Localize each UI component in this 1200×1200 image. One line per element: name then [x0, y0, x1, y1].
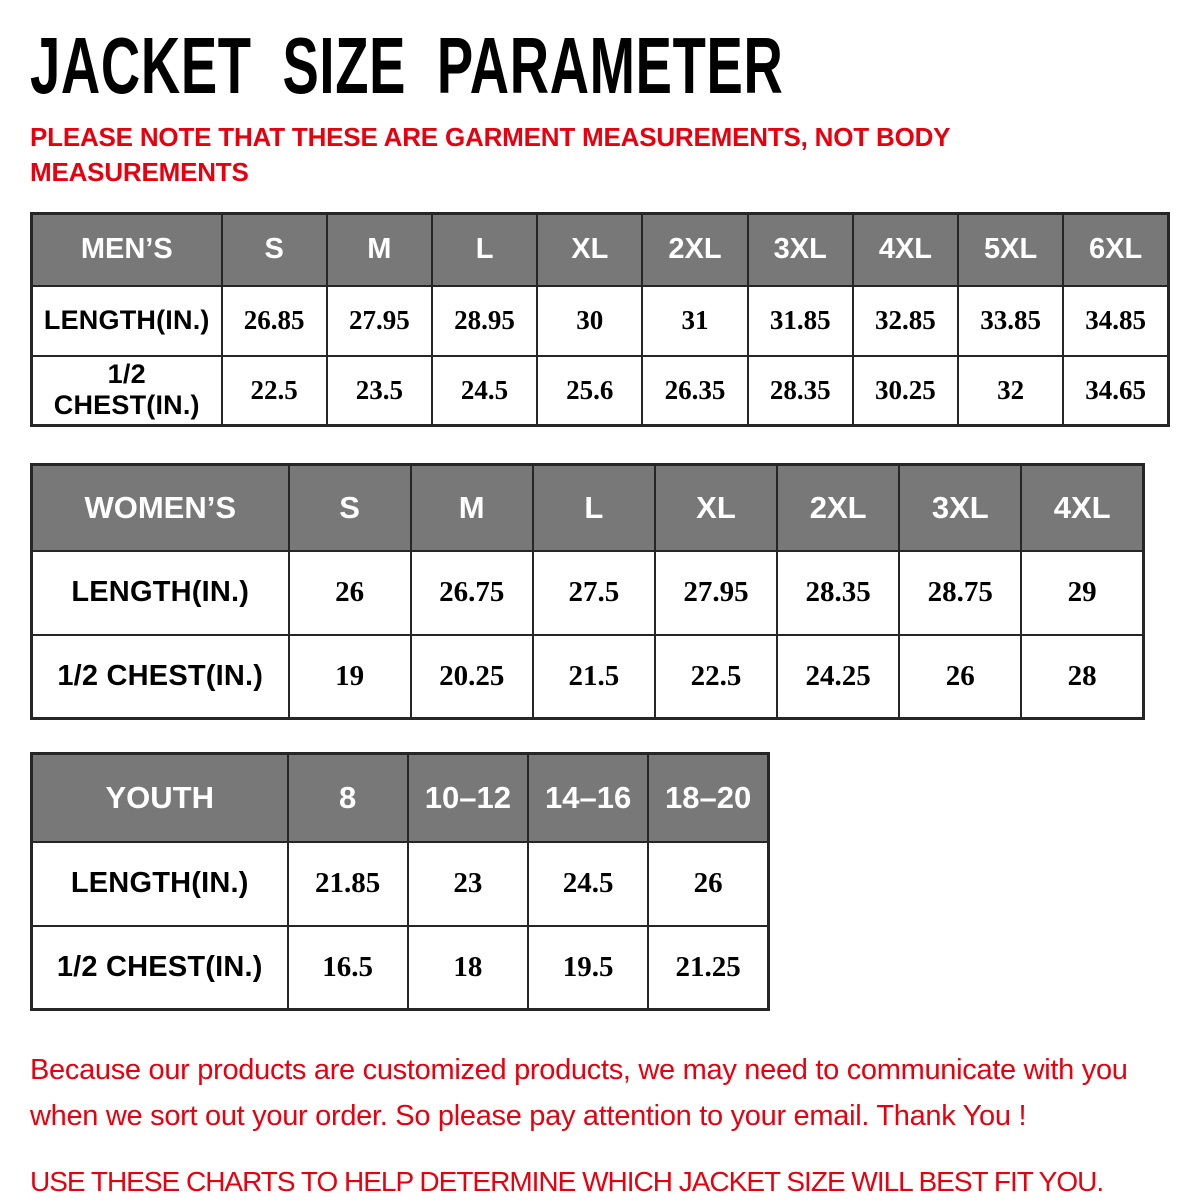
- measurement-value-cell: 19.5: [528, 926, 648, 1010]
- mens-corner-label: MEN’S: [32, 214, 222, 286]
- measurement-value-cell: 24.5: [528, 842, 648, 926]
- size-header-cell: L: [432, 214, 537, 286]
- mens-size-table: [30, 212, 1170, 427]
- page-title: JACKET SIZE PARAMETER: [30, 21, 784, 110]
- size-header-cell: M: [411, 465, 533, 551]
- measurement-value-cell: 16.5: [288, 926, 408, 1010]
- size-tables: [30, 212, 1172, 1011]
- size-header-cell: L: [533, 465, 655, 551]
- measurement-value-cell: 23: [408, 842, 528, 926]
- youth-size-table: [30, 752, 770, 1011]
- measurement-value-cell: 24.25: [777, 635, 899, 719]
- measurement-value-cell: 31: [642, 286, 747, 356]
- measurement-value-cell: 27.5: [533, 551, 655, 635]
- measurement-value-cell: 21.25: [648, 926, 768, 1010]
- measurement-value-cell: 27.95: [655, 551, 777, 635]
- measurement-value-cell: 29: [1021, 551, 1143, 635]
- size-header-cell: 4XL: [1021, 465, 1143, 551]
- measurement-value-cell: 28.95: [432, 286, 537, 356]
- measurement-value-cell: 26.75: [411, 551, 533, 635]
- measurement-value-cell: 22.5: [222, 356, 327, 426]
- measurement-value-cell: 31.85: [748, 286, 853, 356]
- row-label-cell: 1/2 CHEST(IN.): [32, 356, 222, 426]
- size-header-cell: 6XL: [1063, 214, 1168, 286]
- table-row: [32, 356, 1169, 426]
- womens-corner-label: WOMEN’S: [32, 465, 289, 551]
- measurement-value-cell: 26: [648, 842, 768, 926]
- size-header-cell: XL: [655, 465, 777, 551]
- size-header-cell: 2XL: [642, 214, 747, 286]
- measurement-value-cell: 32.85: [853, 286, 958, 356]
- measurement-value-cell: 28: [1021, 635, 1143, 719]
- measurement-value-cell: 24.5: [432, 356, 537, 426]
- youth-corner-label: YOUTH: [32, 754, 288, 842]
- size-header-cell: S: [289, 465, 411, 551]
- measurement-value-cell: 28.35: [777, 551, 899, 635]
- table-row: [32, 842, 769, 926]
- measurement-value-cell: 26.85: [222, 286, 327, 356]
- row-label-cell: LENGTH(IN.): [32, 286, 222, 356]
- size-header-cell: 3XL: [899, 465, 1021, 551]
- measurement-value-cell: 34.85: [1063, 286, 1168, 356]
- size-header-cell: 2XL: [777, 465, 899, 551]
- measurement-value-cell: 28.75: [899, 551, 1021, 635]
- womens-size-table: [30, 463, 1145, 720]
- measurement-value-cell: 26: [289, 551, 411, 635]
- measurement-value-cell: 22.5: [655, 635, 777, 719]
- measurement-value-cell: 25.6: [537, 356, 642, 426]
- measurement-value-cell: 18: [408, 926, 528, 1010]
- measurement-value-cell: 23.5: [327, 356, 432, 426]
- measurement-value-cell: 26: [899, 635, 1021, 719]
- row-label-cell: LENGTH(IN.): [32, 551, 289, 635]
- measurement-value-cell: 21.5: [533, 635, 655, 719]
- size-header-cell: S: [222, 214, 327, 286]
- row-label-cell: LENGTH(IN.): [32, 842, 288, 926]
- size-header-cell: 10–12: [408, 754, 528, 842]
- fit-guidance-note: USE THESE CHARTS TO HELP DETERMINE WHICH JACKET SIZE WILL BEST FIT YOU.: [30, 1166, 1104, 1197]
- customization-note: Because our products are customized products, we may need to communicate with you when we sort out your order. So please pay attention to your email. Thank You !: [30, 1054, 1128, 1132]
- measurement-value-cell: 21.85: [288, 842, 408, 926]
- table-row: [32, 635, 1144, 719]
- size-header-cell: 8: [288, 754, 408, 842]
- size-header-cell: 14–16: [528, 754, 648, 842]
- garment-measurement-note: PLEASE NOTE THAT THESE ARE GARMENT MEASUREMENTS, NOT BODY MEASUREMENTS: [30, 122, 950, 187]
- row-label-cell: 1/2 CHEST(IN.): [32, 926, 288, 1010]
- table-row: [32, 551, 1144, 635]
- measurement-value-cell: 26.35: [642, 356, 747, 426]
- table-row: [32, 926, 769, 1010]
- measurement-value-cell: 20.25: [411, 635, 533, 719]
- measurement-value-cell: 28.35: [748, 356, 853, 426]
- size-header-cell: M: [327, 214, 432, 286]
- size-header-cell: 18–20: [648, 754, 768, 842]
- size-header-cell: XL: [537, 214, 642, 286]
- size-header-cell: 5XL: [958, 214, 1063, 286]
- measurement-value-cell: 30: [537, 286, 642, 356]
- size-header-cell: 4XL: [853, 214, 958, 286]
- measurement-value-cell: 19: [289, 635, 411, 719]
- measurement-value-cell: 33.85: [958, 286, 1063, 356]
- measurement-value-cell: 30.25: [853, 356, 958, 426]
- table-row: [32, 286, 1169, 356]
- measurement-value-cell: 34.65: [1063, 356, 1168, 426]
- row-label-cell: 1/2 CHEST(IN.): [32, 635, 289, 719]
- measurement-value-cell: 27.95: [327, 286, 432, 356]
- size-header-cell: 3XL: [748, 214, 853, 286]
- measurement-value-cell: 32: [958, 356, 1063, 426]
